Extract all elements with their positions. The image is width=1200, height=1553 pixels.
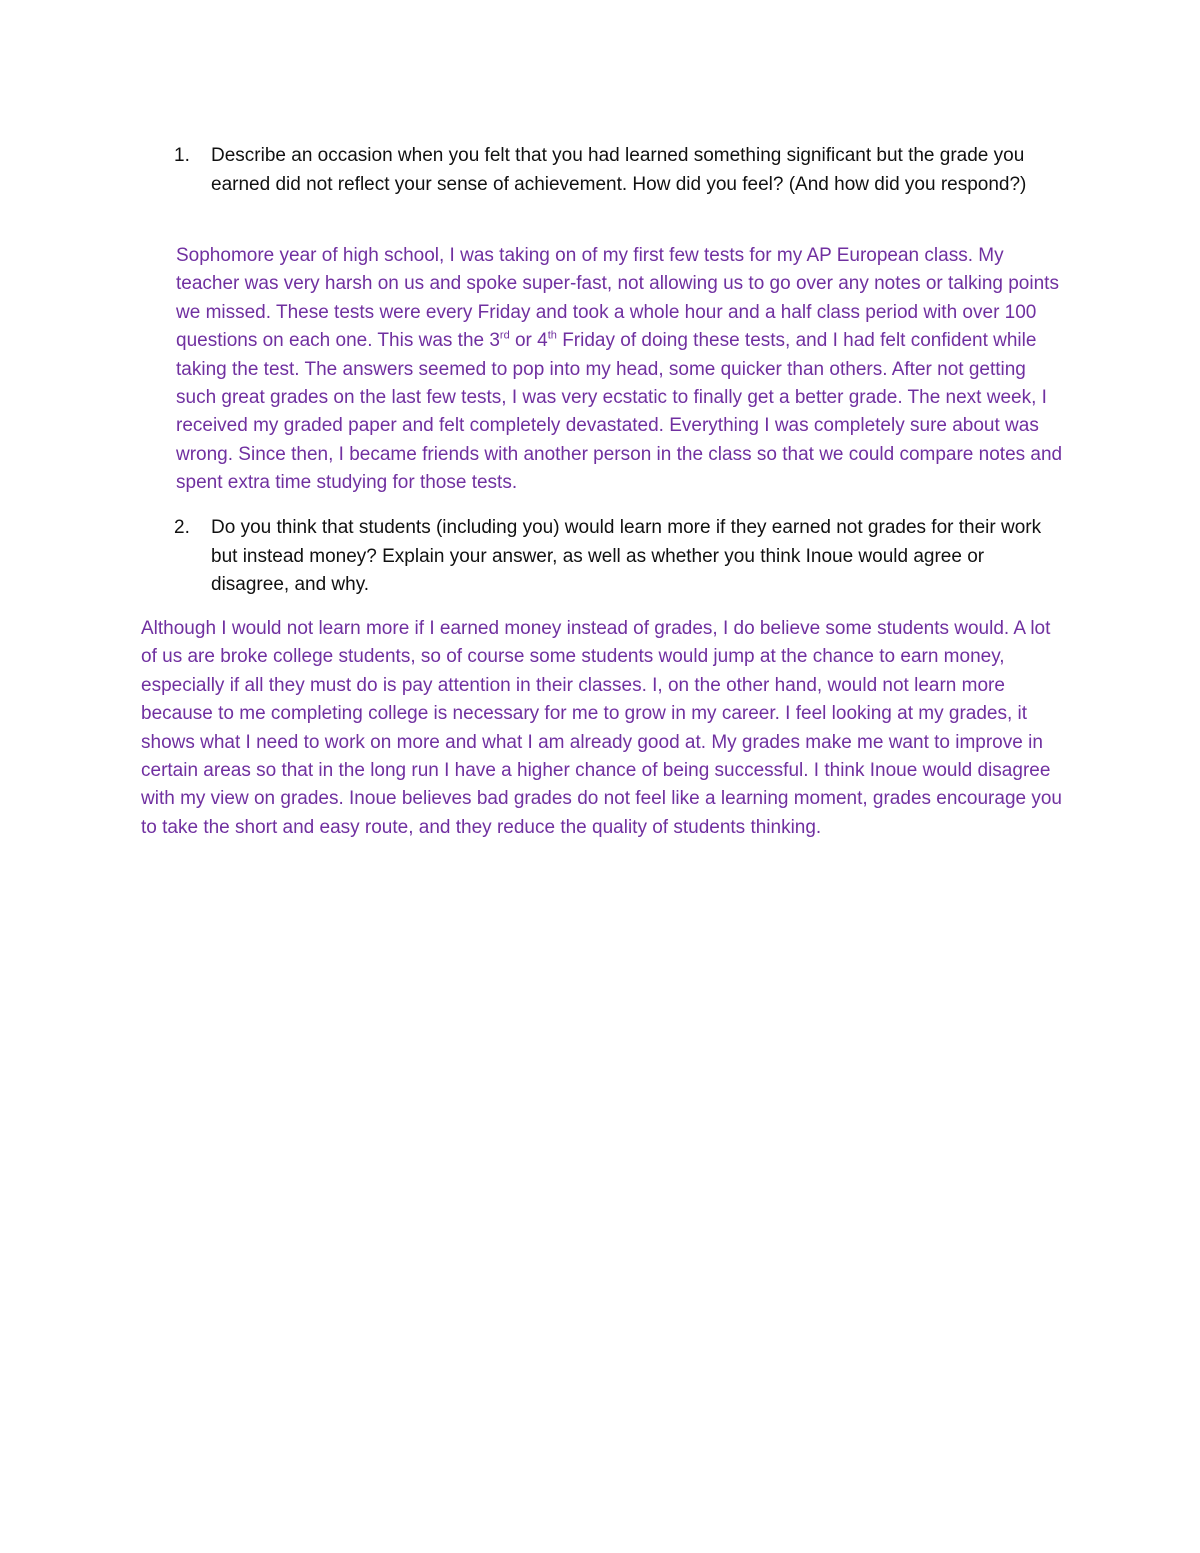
answer-1 (176, 242, 1066, 498)
answer-1-text-part1: Sophomore year of high school, I was taking on of my first few tests for my AP European class. My teacher was very harsh on us and spoke super-fast, not allowing us to go over any notes or talking points we missed. These tests were every Friday and took a whole hour and a half class period with over 100 questions on each one. This was the 3 (176, 245, 1059, 352)
answer-2: Although I would not learn more if I earned money instead of grades, I do believe some students would. A lot of us are broke college students, so of course some students would jump at the chance to earn money, especially if all they must do is pay attention in their classes. I, on the other hand, would not learn more because to me completing college is necessary for me to grow in my career. I feel looking at my grades, it shows what I need to work on more and what I am already good at. My grades make me want to improve in certain areas so that in the long run I have a higher chance of being successful. I think Inoue would disagree with my view on grades. Inoue believes bad grades do not feel like a learning moment, grades encourage you to take the short and easy route, and they reduce the quality of students thinking. (141, 618, 1062, 838)
ordinal-suffix-th: th (547, 329, 557, 342)
answer-1-text-part3: Friday of doing these tests, and I had felt confident while taking the test. The answers seemed to pop into my head, some quicker than others. After not getting such great grades on the last few tests, I was very ecstatic to finally get a better grade. The next week, I received my graded paper and felt completely devastated. Everything I was completely sure about was wrong. Since then, I became friends with another person in the class so that we could compare notes and spent extra time studying for those tests. (176, 330, 1063, 494)
ordinal-suffix-rd: rd (499, 329, 510, 342)
question-text: Describe an occasion when you felt that you had learned something significant but the grade you earned did not reflect your sense of achievement. How did you feel? (And how did you respond?) (211, 145, 1027, 195)
answer-1-text-part2: or 4 (509, 330, 548, 352)
question-1 (174, 142, 1054, 199)
question-number: 1. (174, 145, 190, 166)
question-number: 2. (174, 517, 190, 538)
question-2 (174, 514, 1054, 600)
question-text: Do you think that students (including you) would learn more if they earned not grades for their work but instead money? Explain your answer, as well as whether you think Inoue would agree or disagree, and why. (211, 517, 1042, 596)
